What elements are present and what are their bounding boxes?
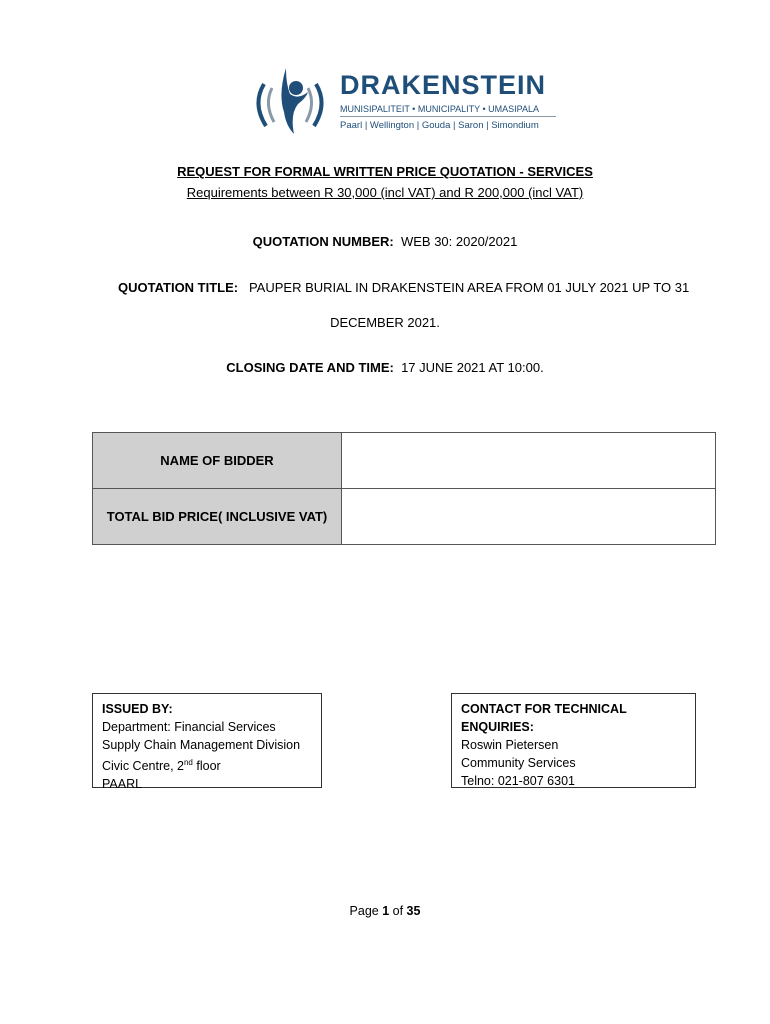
issued-by-title: ISSUED BY: <box>102 702 173 716</box>
contact-box <box>451 693 696 788</box>
issued-by-line: Department: Financial Services <box>102 720 276 734</box>
contact-line: Telno: 021-807 6301 <box>461 774 575 788</box>
page-number: Page 1 of 35 <box>349 904 421 918</box>
contact-line: Community Services <box>461 756 576 770</box>
quotation-number: QUOTATION NUMBER: WEB 30: 2020/2021 <box>252 234 518 249</box>
bidder-table <box>92 432 716 545</box>
quotation-title-cont: DECEMBER 2021. <box>330 315 440 330</box>
logo-subtitle: MUNISIPALITEIT • MUNICIPALITY • UMASIPALA <box>340 104 540 114</box>
closing-date: CLOSING DATE AND TIME: 17 JUNE 2021 AT 10:00. <box>226 360 544 375</box>
contact-title: CONTACT FOR TECHNICAL ENQUIRIES: <box>461 702 627 734</box>
requirements-line: Requirements between R 30,000 (incl VAT) and R 200,000 (incl VAT) <box>186 185 584 200</box>
logo-figure-icon <box>250 64 330 136</box>
logo-name: DRAKENSTEIN <box>340 70 547 100</box>
name-of-bidder-field[interactable] <box>342 433 716 489</box>
total-bid-price-field[interactable] <box>342 489 716 545</box>
logo-towns: Paarl | Wellington | Gouda | Saron | Simondium <box>340 120 539 131</box>
drakenstein-logo <box>250 64 560 136</box>
name-of-bidder-label: NAME OF BIDDER <box>93 433 342 489</box>
contact-line: Roswin Pietersen <box>461 738 559 752</box>
total-bid-price-label: TOTAL BID PRICE( INCLUSIVE VAT) <box>93 489 342 545</box>
issued-by-box <box>92 693 322 792</box>
quotation-title: QUOTATION TITLE: PAUPER BURIAL IN DRAKENSTEIN AREA FROM 01 JULY 2021 UP TO 31 <box>118 280 690 295</box>
issued-by-line: PAARL <box>102 777 143 792</box>
issued-by-line: Civic Centre, 2nd floor <box>102 758 221 774</box>
issued-by-line: Supply Chain Management Division <box>102 738 301 752</box>
document-title: REQUEST FOR FORMAL WRITTEN PRICE QUOTATION - SERVICES <box>177 164 593 179</box>
